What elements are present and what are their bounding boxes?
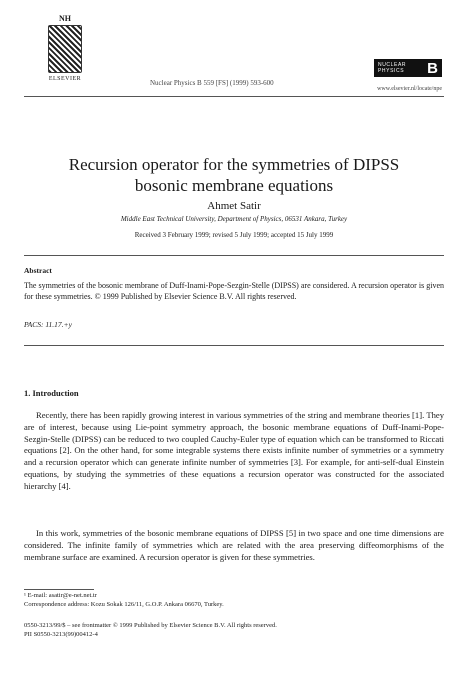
journal-logo-letter: B <box>427 59 438 77</box>
footnote-email: ¹ E-mail: asatir@e-net.net.tr <box>24 592 97 599</box>
affiliation: Middle East Technical University, Department of Physics, 06531 Ankara, Turkey <box>120 215 348 223</box>
title-line-2: bosonic membrane equations <box>134 176 334 195</box>
copyright-line: 0550-3213/99/$ – see frontmatter © 1999 Published by Elsevier Science B.V. All rights reserved. <box>24 622 277 629</box>
header-rule <box>24 96 444 97</box>
footnote-rule <box>24 589 94 590</box>
journal-reference: Nuclear Physics B 559 [FS] (1999) 593-600 <box>150 79 274 87</box>
pacs-code: PACS: 11.17.+y <box>24 320 72 329</box>
publisher-logo <box>40 14 90 82</box>
journal-url[interactable]: www.elsevier.nl/locate/npe <box>377 86 442 92</box>
paragraph-1: Recently, there has been rapidly growing interest in various symmetries of the string and membrane theories [1]. They are of interest, because using Lie-point symmetry approach, the bosonic membrane equations of Duff-Inami-Pope-Sezgin-Stelle (DIPSS) can be reduced to two coupled Cauchy-Euler type of equation which can be transformed to Riccati equations [2]. On the other hand, for some integrable systems there exists infinite number of symmetries or a symmetry and a recursion operator which can generate infinite number of symmetries [3]. For example, for anti-self-dual Einstein equations, by studying the symmetries of these equations a recursion operator was constructed for the associated hierarchy [4]. <box>24 410 444 491</box>
title-line-1: Recursion operator for the symmetries of DIPSS <box>68 155 400 174</box>
abstract-top-rule <box>24 255 444 256</box>
pii-line: PII S0550-3213(99)00412-4 <box>24 631 98 638</box>
journal-logo-line2: PHYSICS <box>378 68 405 74</box>
section-heading: 1. Introduction <box>24 388 79 398</box>
copyright-block <box>24 621 444 639</box>
author: Ahmet Satir <box>207 200 261 212</box>
abstract-heading: Abstract <box>24 266 52 275</box>
publisher-mark: NH <box>59 14 71 23</box>
elsevier-tree-icon <box>48 25 82 73</box>
journal-logo <box>374 59 442 77</box>
abstract-bottom-rule <box>24 345 444 346</box>
abstract-text: The symmetries of the bosonic membrane of Duff-Inami-Pope-Sezgin-Stelle (DIPSS) are considered. A recursion operator is given for these symmetries. © 1999 Published by Elsevier Science B.V. All rights reserved. <box>24 281 444 301</box>
journal-logo-line1: NUCLEAR <box>378 62 407 68</box>
paragraph-2: In this work, symmetries of the bosonic membrane equations of DIPSS [5] in two space and one time dimensions are considered. The infinite family of symmetries which are related with the area preserving diffeomorphisms of the membrane surface are examined. A recursion operator is given for these symmetries. <box>24 528 444 562</box>
publisher-name: ELSEVIER <box>48 76 82 82</box>
footnote-address: Correspondence address: Kozu Sokak 126/11, G.O.P. Ankara 06670, Turkey. <box>24 601 224 608</box>
article-title <box>24 154 444 196</box>
received-dates: Received 3 February 1999; revised 5 July 1999; accepted 15 July 1999 <box>134 231 334 239</box>
